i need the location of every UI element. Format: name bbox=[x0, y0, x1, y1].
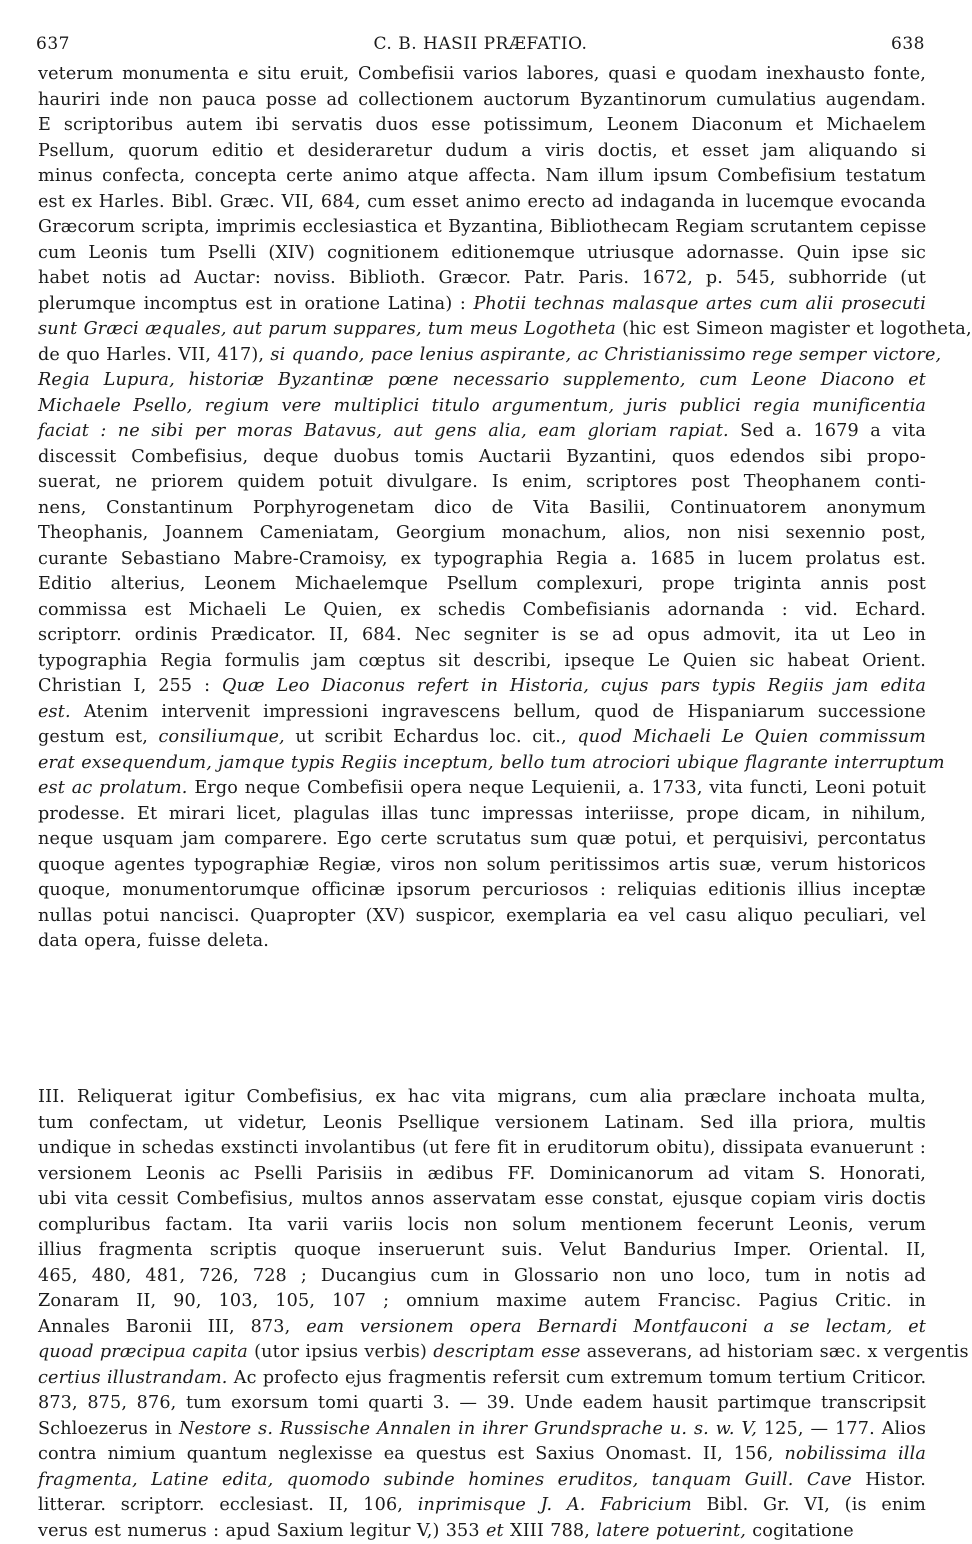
text-line bbox=[38, 139, 926, 165]
text-line bbox=[38, 853, 926, 879]
italic-text: Quæ Leo Diaconus refert in Historia, cujus pars typis Regiis jam edita bbox=[222, 676, 926, 696]
text-segment: data opera, fuisse deleta. bbox=[38, 931, 269, 951]
text-line bbox=[38, 215, 926, 241]
text-segment: Græcorum scripta, imprimis ecclesiastica et Byzantina, Bibliothecam Regiam scrutantem cepisse bbox=[38, 217, 926, 237]
text-segment: minus confecta, concepta certe animo atque affecta. Nam illum ipsum Combefisium testatum bbox=[38, 166, 926, 186]
text-segment: hauriri inde non pauca posse ad collectionem auctorum Byzantinorum cumulatius augendam. bbox=[38, 90, 926, 110]
text-line bbox=[38, 1366, 926, 1392]
text-segment: Editio alterius, Leonem Michaelemque Psellum complexuri, prope triginta annis post bbox=[38, 574, 926, 594]
text-segment: veterum monumenta e situ eruit, Combefisii varios labores, quasi e quodam inexhausto fonte, bbox=[38, 64, 926, 84]
text-line bbox=[38, 1085, 926, 1111]
text-line bbox=[38, 1468, 926, 1494]
text-line bbox=[38, 241, 926, 267]
text-line bbox=[38, 368, 926, 394]
page-number-left: 637 bbox=[36, 34, 70, 54]
text-line bbox=[38, 700, 926, 726]
text-line bbox=[38, 649, 926, 675]
text-segment: curante Sebastiano Mabre-Cramoisy, ex typographia Regia a. 1685 in lucem prolatus est. bbox=[38, 549, 926, 569]
text-segment: nens, Constantinum Porphyrogenetam dico de Vita Basilii, Continuatorem anonymum bbox=[38, 498, 926, 518]
text-line bbox=[38, 827, 926, 853]
page-number-right: 638 bbox=[891, 34, 925, 54]
italic-text: quoad præcipua capita bbox=[38, 1342, 248, 1362]
text-segment: (hic est Simeon magister et logotheta, bbox=[616, 319, 972, 339]
text-line bbox=[38, 802, 926, 828]
text-segment: 125, — 177. Alios bbox=[757, 1419, 926, 1439]
paragraph-1 bbox=[38, 62, 926, 955]
italic-text: si quando, pace lenius aspirante, ac Christianissimo rege semper victore, bbox=[270, 345, 941, 365]
text-line bbox=[38, 266, 926, 292]
text-line bbox=[38, 751, 926, 777]
text-segment: plerumque incomptus est in oratione Latina) : bbox=[38, 294, 473, 314]
text-line bbox=[38, 419, 926, 445]
text-segment: Schloezerus in bbox=[38, 1419, 179, 1439]
text-segment: contra nimium quantum neglexisse ea questus est Saxius Onomast. II, 156, bbox=[38, 1444, 785, 1464]
text-segment: gestum est, bbox=[38, 727, 159, 747]
italic-text: faciat : ne sibi per moras Batavus, aut gens alia, eam gloriam rapiat. bbox=[38, 421, 729, 441]
italic-text: regium vere multiplici titulo argumentum, juris publici regia munificentia bbox=[205, 396, 926, 416]
italic-text: nobilissima illa bbox=[785, 1444, 927, 1464]
text-segment bbox=[192, 396, 204, 416]
text-segment: typographia Regia formulis jam cœptus sit describi, ipseque Le Quien sic habeat Orient. bbox=[38, 651, 926, 671]
text-segment: quoque agentes typographiæ Regiæ, viros non solum peritissimos artis suæ, verum historicos bbox=[38, 855, 926, 875]
text-segment: compluribus factam. Ita varii variis locis non solum mentionem fecerunt Leonis, verum bbox=[38, 1215, 926, 1235]
italic-text: et bbox=[486, 1521, 504, 1541]
italic-text: Michaele Psello, bbox=[38, 396, 192, 416]
text-line bbox=[38, 598, 926, 624]
text-line bbox=[38, 113, 926, 139]
text-segment: Christian I, 255 : bbox=[38, 676, 222, 696]
text-line bbox=[38, 1136, 926, 1162]
text-line bbox=[38, 674, 926, 700]
text-line bbox=[38, 1162, 926, 1188]
text-line bbox=[38, 190, 926, 216]
text-segment: quoque, monumentorumque officinæ ipsorum percuriosos : reliquias editionis illius inceptæ bbox=[38, 880, 926, 900]
text-segment: verus est numerus : apud Saxium legitur V,) 353 bbox=[38, 1521, 486, 1541]
italic-text: consiliumque, bbox=[159, 727, 285, 747]
text-line bbox=[38, 623, 926, 649]
text-line bbox=[38, 1442, 926, 1468]
text-line bbox=[38, 317, 926, 343]
text-line bbox=[38, 776, 926, 802]
text-segment: ubi vita cessit Combefisius, multos annos asservatam esse constat, ejusque copiam viris doctis bbox=[38, 1189, 926, 1209]
text-line bbox=[38, 164, 926, 190]
text-line bbox=[38, 725, 926, 751]
italic-text: latere potuerint, bbox=[596, 1521, 746, 1541]
page-title: C. B. HASII PRÆFATIO. bbox=[36, 34, 925, 54]
text-segment: cum Leonis tum Pselli (XIV) cognitionem editionemque utriusque adornasse. Quin ipse sic bbox=[38, 243, 926, 263]
text-segment: prodesse. Et mirari licet, plagulas illas tunc impressas interiisse, prope dicam, in nihilum, bbox=[38, 804, 926, 824]
text-line bbox=[38, 1238, 926, 1264]
text-line bbox=[38, 521, 926, 547]
text-segment: scriptorr. ordinis Prædicator. II, 684. Nec segniter is se ad opus admovit, ita ut Leo in bbox=[38, 625, 926, 645]
text-line bbox=[38, 1417, 926, 1443]
text-line bbox=[38, 1111, 926, 1137]
italic-text: Nestore s. Russische Annalen in ihrer Grundsprache u. s. w. V, bbox=[179, 1419, 757, 1439]
italic-text: Regia Lupura, historiæ Byzantinæ pœne necessario supplemento, cum Leone Diacono et bbox=[38, 370, 926, 390]
text-segment: (utor ipsius verbis) bbox=[248, 1342, 433, 1362]
text-line bbox=[38, 878, 926, 904]
text-line bbox=[38, 1391, 926, 1417]
text-line bbox=[38, 1493, 926, 1519]
italic-text: est. bbox=[38, 702, 71, 722]
text-segment: 873, 875, 876, tum exorsum tomi quarti 3. — 39. Unde eadem hausit partimque transcripsit bbox=[38, 1393, 926, 1413]
text-segment: undique in schedas exstincti involantibus (ut fere fit in eruditorum obitu), dissipata evanuerunt : bbox=[38, 1138, 926, 1158]
italic-text: sunt Græci æquales, aut parum suppares, tum meus Logotheta bbox=[38, 319, 616, 339]
text-segment: Ergo neque Combefisii opera neque Lequienii, a. 1733, vita functi, Leoni potuit bbox=[188, 778, 926, 798]
italic-text: Photii technas malasque artes cum alii prosecuti bbox=[473, 294, 926, 314]
text-line bbox=[38, 1264, 926, 1290]
text-line bbox=[38, 496, 926, 522]
running-head bbox=[36, 34, 925, 58]
text-segment: illius fragmenta scriptis quoque inseruerunt suis. Velut Bandurius Imper. Oriental. II, bbox=[38, 1240, 926, 1260]
text-segment: discessit Combefisius, deque duobus tomis Auctarii Byzantini, quos edendos sibi propo- bbox=[38, 447, 926, 467]
text-segment: Ac profecto ejus fragmentis refersit cum extremum tomum tertium Criticor. bbox=[228, 1368, 927, 1388]
text-segment: Theophanis, Joannem Cameniatam, Georgium monachum, alios, non nisi sexennio post, bbox=[38, 523, 926, 543]
text-line bbox=[38, 343, 926, 369]
paragraph-2 bbox=[38, 1085, 926, 1544]
text-segment: suerat, ne priorem quidem potuit divulgare. Is enim, scriptores post Theophanem conti- bbox=[38, 472, 926, 492]
text-line bbox=[38, 88, 926, 114]
text-segment: cogitatione bbox=[746, 1521, 854, 1541]
text-line bbox=[38, 1519, 926, 1544]
text-line bbox=[38, 572, 926, 598]
text-line bbox=[38, 292, 926, 318]
italic-text: quod Michaeli Le Quien commissum bbox=[577, 727, 926, 747]
text-segment: commissa est Michaeli Le Quien, ex schedis Combefisianis adornanda : vid. Echard. bbox=[38, 600, 926, 620]
italic-text: descriptam esse bbox=[433, 1342, 580, 1362]
text-segment: de quo Harles. VII, 417), bbox=[38, 345, 270, 365]
text-line bbox=[38, 470, 926, 496]
text-segment: Sed a. 1679 a vita bbox=[729, 421, 926, 441]
text-line bbox=[38, 62, 926, 88]
italic-text: eam versionem opera Bernardi Montfauconi a se lectam, et bbox=[306, 1317, 926, 1337]
text-segment: litterar. scriptorr. ecclesiast. II, 106, bbox=[38, 1495, 418, 1515]
italic-text: certius illustrandam. bbox=[38, 1368, 228, 1388]
text-segment: III. Reliquerat igitur Combefisius, ex hac vita migrans, cum alia præclare inchoata multa, bbox=[38, 1087, 926, 1107]
italic-text: est ac prolatum. bbox=[38, 778, 188, 798]
text-segment: tum confectam, ut videtur, Leonis Psellique versionem Latinam. Sed illa priora, multis bbox=[38, 1113, 926, 1133]
text-segment: Zonaram II, 90, 103, 105, 107 ; omnium maxime autem Francisc. Pagius Critic. in bbox=[38, 1291, 926, 1311]
text-segment: habet notis ad Auctar: noviss. Biblioth. Græcor. Patr. Paris. 1672, p. 545, subhorride (ut bbox=[38, 268, 926, 288]
text-segment: 465, 480, 481, 726, 728 ; Ducangius cum in Glossario non uno loco, tum in notis ad bbox=[38, 1266, 926, 1286]
text-line bbox=[38, 1187, 926, 1213]
text-line bbox=[38, 1340, 926, 1366]
text-segment: est ex Harles. Bibl. Græc. VII, 684, cum esset animo erecto ad indaganda in lucemque evocanda bbox=[38, 192, 926, 212]
text-segment: versionem Leonis ac Pselli Parisiis in ædibus FF. Dominicanorum ad vitam S. Honorati, bbox=[38, 1164, 926, 1184]
text-segment: Histor. bbox=[852, 1470, 926, 1490]
text-line bbox=[38, 1289, 926, 1315]
text-line bbox=[38, 394, 926, 420]
text-segment: XIII 788, bbox=[504, 1521, 596, 1541]
text-segment: Atenim intervenit impressioni ingravescens bellum, quod de Hispaniarum successione bbox=[71, 702, 926, 722]
text-line bbox=[38, 1213, 926, 1239]
text-segment: Annales Baronii III, 873, bbox=[38, 1317, 306, 1337]
text-segment: neque usquam jam comparere. Ego certe scrutatus sum quæ potui, et perquisivi, percontatus bbox=[38, 829, 926, 849]
text-segment: E scriptoribus autem ibi servatis duos esse potissimum, Leonem Diaconum et Michaelem bbox=[38, 115, 926, 135]
text-line bbox=[38, 904, 926, 930]
text-line bbox=[38, 547, 926, 573]
text-segment: asseverans, ad historiam sæc. x vergentis bbox=[581, 1342, 969, 1362]
text-line bbox=[38, 1315, 926, 1341]
text-line bbox=[38, 445, 926, 471]
text-segment: Psellum, quorum editio et desideraretur dudum a viris doctis, et esset jam aliquando si bbox=[38, 141, 926, 161]
italic-text: inprimisque J. A. Fabricium bbox=[418, 1495, 692, 1515]
text-segment: ut scribit Echardus loc. cit., bbox=[285, 727, 578, 747]
text-segment: nullas potui nancisci. Quapropter (XV) suspicor, exemplaria ea vel casu aliquo peculiari, vel bbox=[38, 906, 926, 926]
text-segment: Bibl. Gr. VI, (is enim bbox=[692, 1495, 926, 1515]
text-line bbox=[38, 929, 926, 955]
italic-text: erat exsequendum, jamque typis Regiis inceptum, bello tum atrociori ubique flagrante interruptum bbox=[38, 753, 945, 773]
italic-text: fragmenta, Latine edita, quomodo subinde homines eruditos, tanquam Guill. Cave bbox=[38, 1470, 852, 1490]
